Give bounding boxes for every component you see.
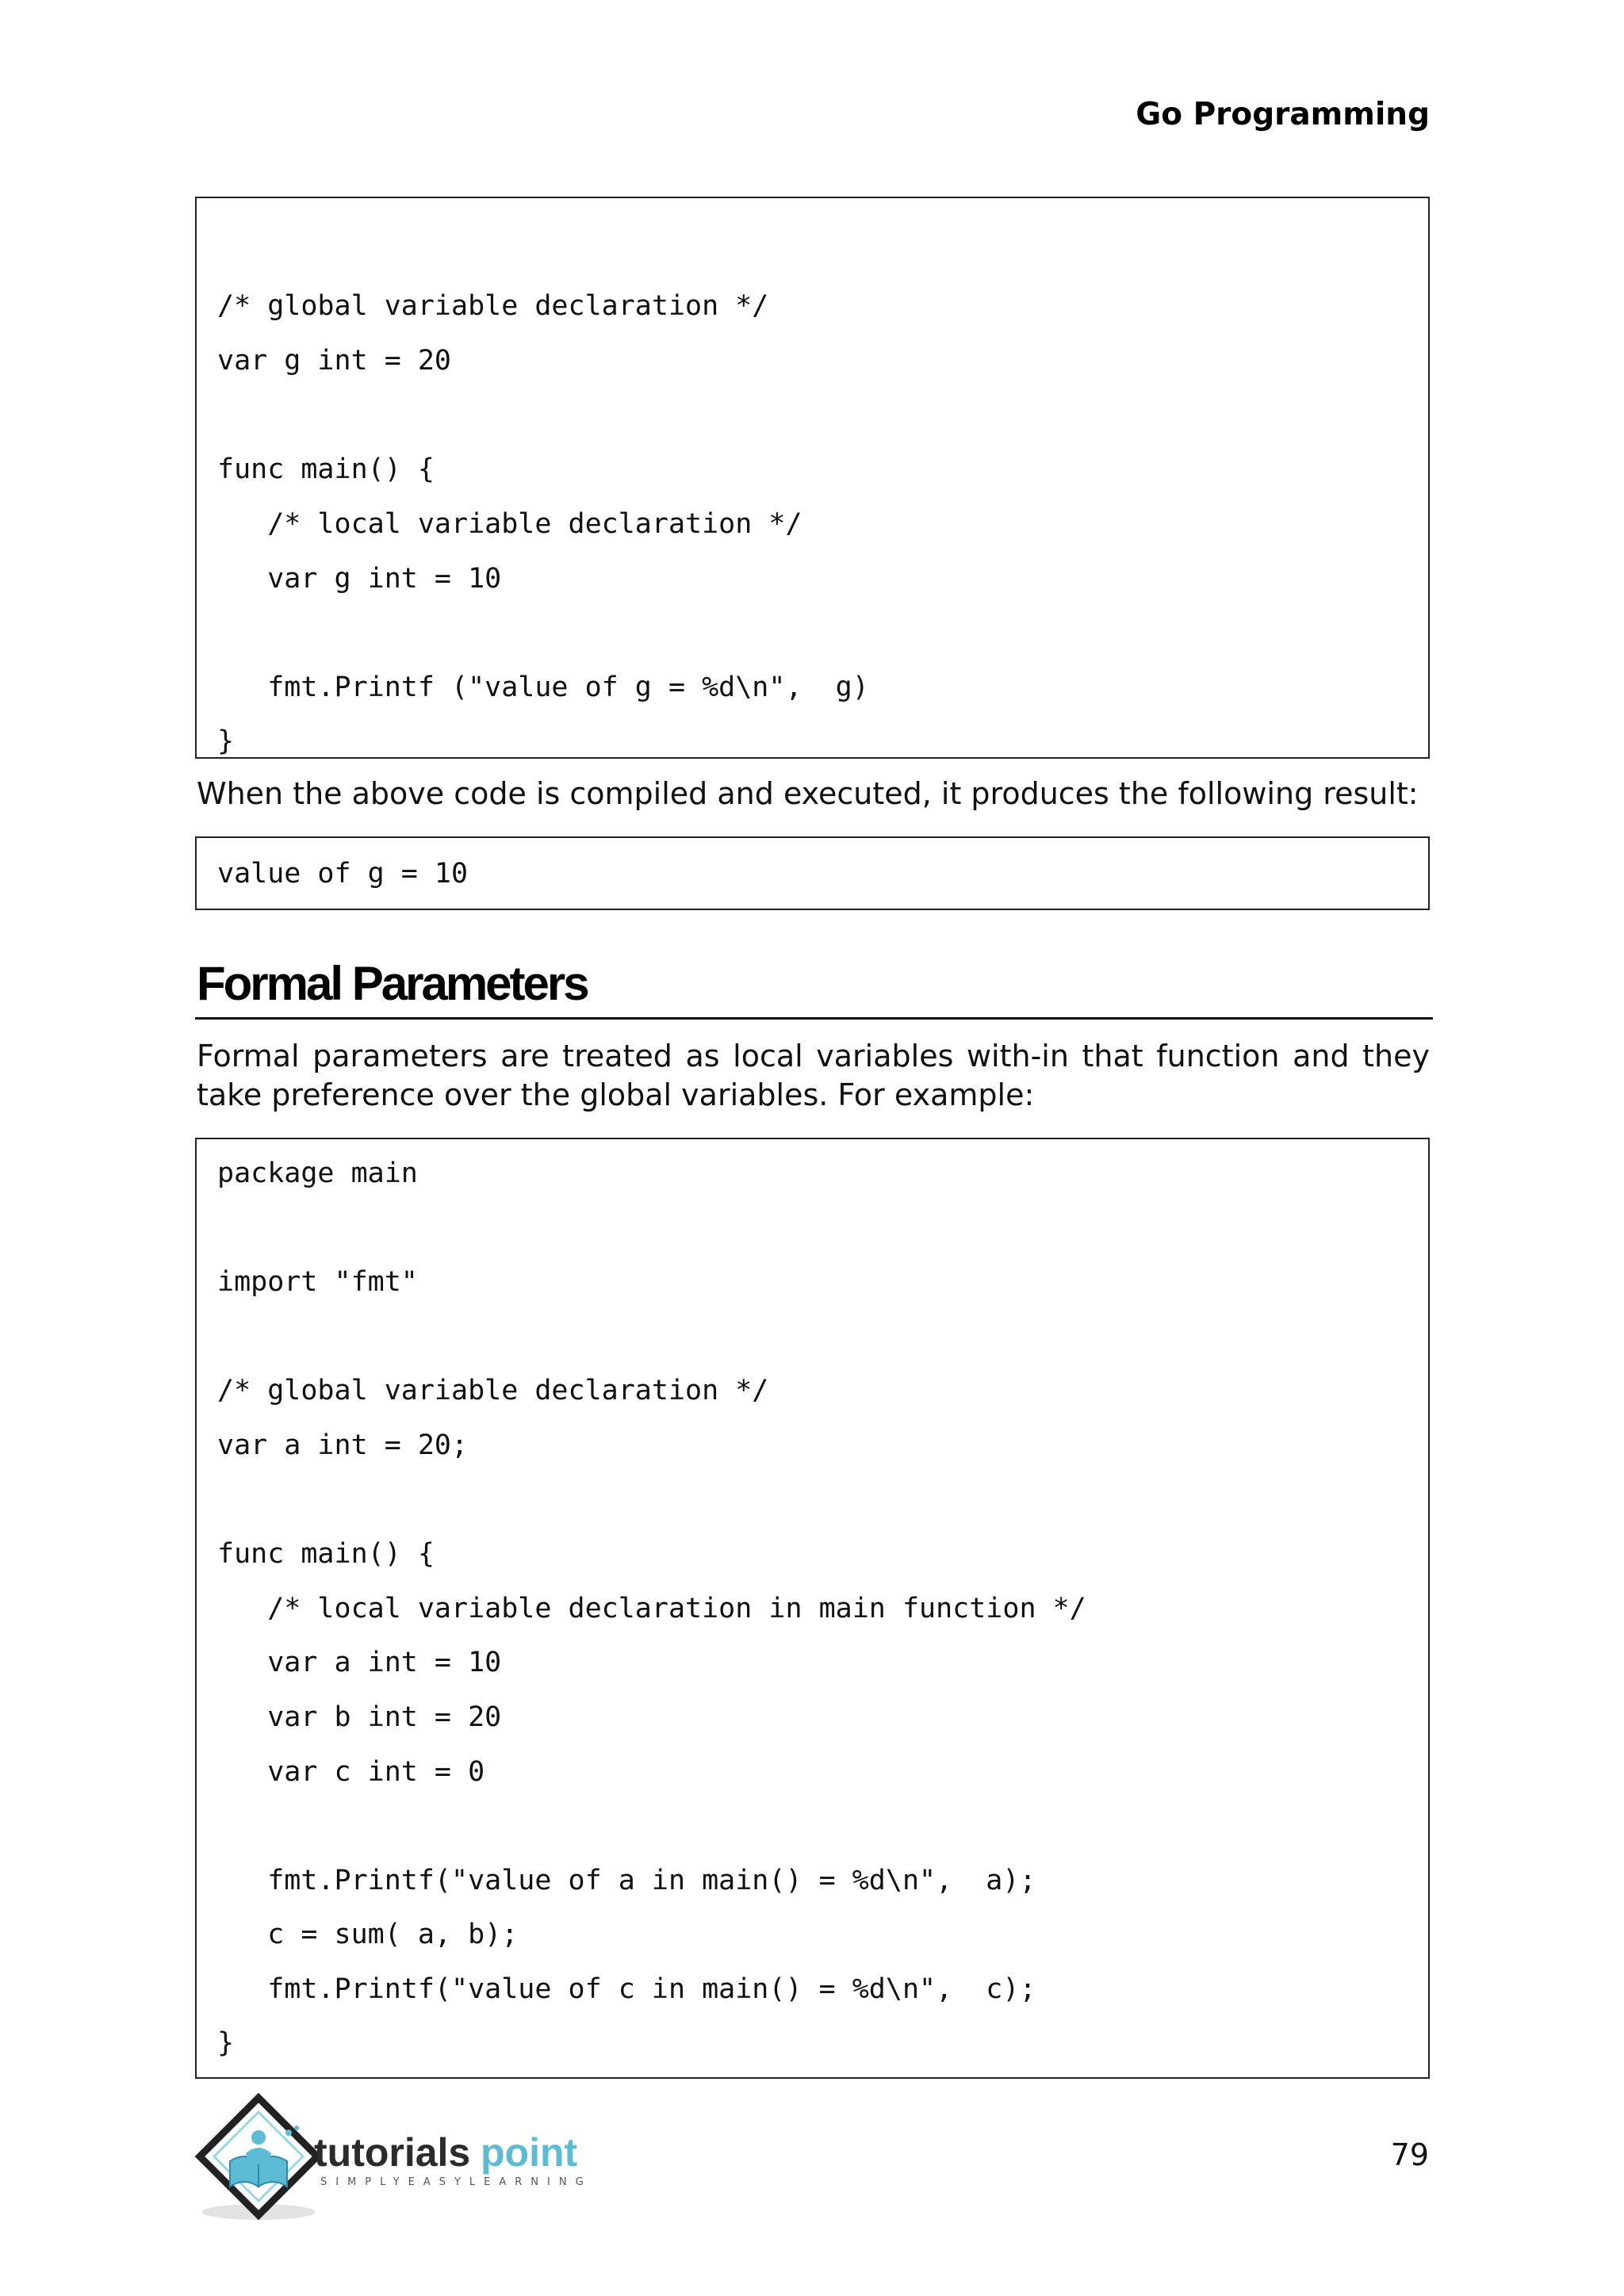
section-title: Formal Parameters — [197, 957, 588, 1010]
code-line: var g int = 20 — [217, 345, 452, 377]
code-line: fmt.Printf ("value of g = %d\n", g) — [217, 672, 869, 703]
code-line: /* local variable declaration in main function */ — [217, 1593, 1086, 1624]
code-block-2 — [195, 1138, 1430, 2079]
code-line: func main() { — [217, 1538, 435, 1570]
code-line: /* global variable declaration */ — [217, 290, 769, 322]
logo-wordmark-primary: tutorials — [314, 2130, 471, 2175]
logo-figure-head — [251, 2130, 266, 2145]
logo-wordmark-secondary: point — [481, 2130, 578, 2175]
code-line: var b int = 20 — [217, 1701, 502, 1733]
code-line: var a int = 20; — [217, 1429, 469, 1461]
code-line: import "fmt" — [217, 1266, 418, 1298]
logo-tagline: SIMPLYEASYLEARNING — [320, 2176, 592, 2188]
result-intro-text: When the above code is compiled and executed, it produces the following result: — [197, 776, 1419, 811]
code-line: /* local variable declaration */ — [217, 508, 802, 540]
code-line: /* global variable declaration */ — [217, 1375, 769, 1406]
code-line: } — [217, 725, 235, 757]
code-block-1 — [195, 197, 1430, 759]
output-block — [195, 836, 1430, 910]
section-divider — [195, 1017, 1433, 1020]
code-line: } — [217, 2027, 235, 2059]
section-paragraph: Formal parameters are treated as local variables with-in that function and they take preference over the global variables. For example: — [197, 1039, 1430, 1112]
output-line: value of g = 10 — [217, 858, 469, 890]
code-line: var c int = 0 — [217, 1756, 485, 1788]
logo-dot — [294, 2126, 299, 2130]
running-header: Go Programming — [1136, 97, 1430, 132]
code-line: var g int = 10 — [217, 563, 502, 595]
code-line: fmt.Printf("value of c in main() = %d\n", c); — [217, 1973, 1036, 2005]
page-number: 79 — [1390, 2137, 1429, 2172]
code-line: package main — [217, 1158, 418, 1189]
code-line: var a int = 10 — [217, 1647, 502, 1678]
code-line: fmt.Printf("value of a in main() = %d\n", a); — [217, 1865, 1036, 1896]
tutorialspoint-logo — [193, 2093, 638, 2229]
code-line: func main() { — [217, 453, 435, 485]
logo-dot — [285, 2130, 292, 2136]
code-line: c = sum( a, b); — [217, 1919, 519, 1950]
